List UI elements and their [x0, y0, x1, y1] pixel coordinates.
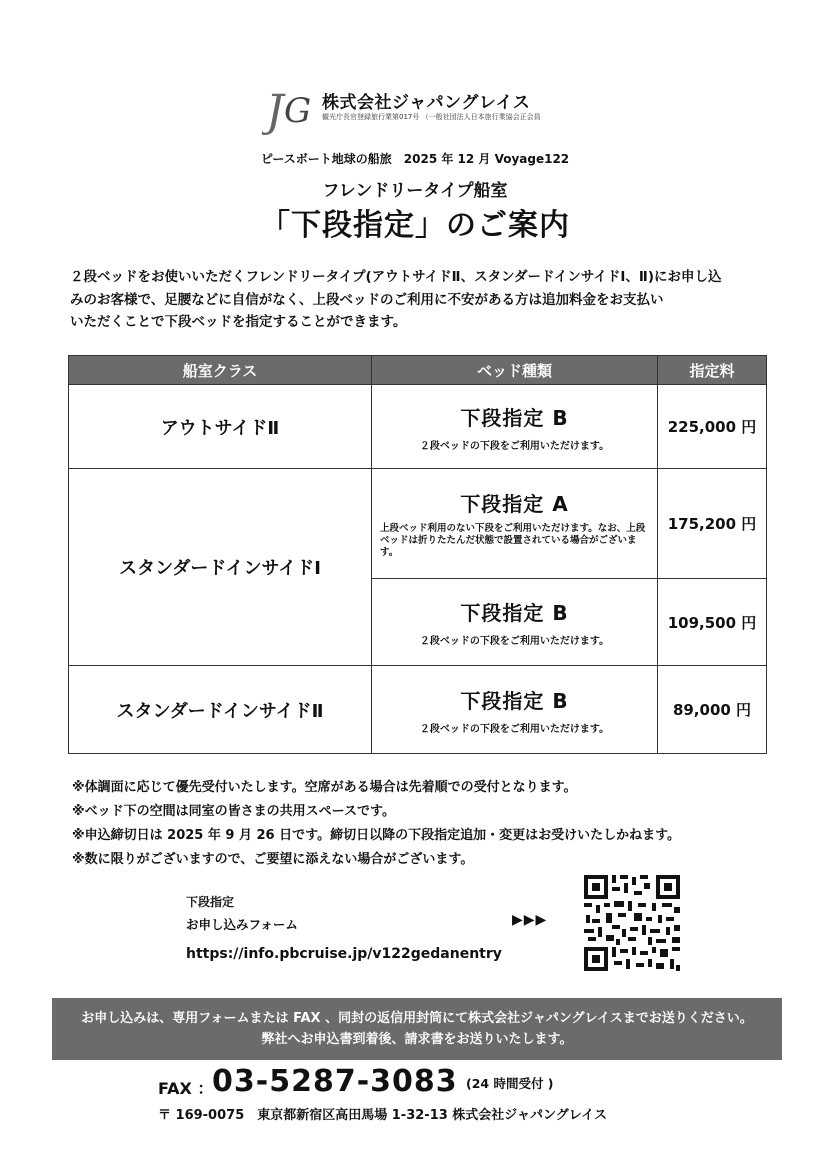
submission-banner	[52, 998, 782, 1060]
company-address: 〒 169-0075 東京都新宿区高田馬場 1-32-13 株式会社ジャパングレイス	[158, 1108, 608, 1123]
intro-line: みのお客様で、足腰などに自信がなく、上段ベッドのご利用に不安がある方は追加料金をお支払い	[70, 291, 664, 308]
application-form-link[interactable]: https://info.pbcruise.jp/v122gedanentry	[186, 946, 502, 962]
intro-line: いただくことで下段ベッドを指定することができます。	[70, 314, 407, 330]
company-logo	[262, 80, 562, 138]
jg-logo-icon	[262, 80, 320, 138]
voyage-line: ピースボート地球の船旅 2025 年 12 月 Voyage122	[260, 152, 570, 166]
banner-line: お申し込みは、専用フォームまたは FAX 、同封の返信用封筒にて株式会社ジャパングレイスまでお送りください。	[81, 1011, 753, 1026]
bed-type-cell	[372, 579, 658, 666]
bed-type-cell	[372, 469, 658, 579]
page-title: 「下段指定」のご案内	[260, 208, 570, 243]
price-table	[68, 355, 767, 754]
bed-type-name: 下段指定 B	[460, 405, 569, 430]
company-name: 株式会社ジャパングレイス	[322, 93, 531, 113]
fee-cell: 175,200 円	[658, 469, 767, 579]
banner-line: 弊社へお申込書到着後、請求書をお送りいたします。	[261, 1032, 573, 1047]
column-header-fee: 指定料	[658, 356, 767, 385]
note-item: ※体調面に応じて優先受付いたします。空席がある場合は先着順での受付となります。	[72, 780, 577, 795]
page-subtitle: フレンドリータイプ船室	[322, 181, 508, 201]
qr-code-icon[interactable]	[582, 873, 682, 973]
fee-cell: 225,000 円	[658, 385, 767, 469]
notes-list	[72, 776, 792, 872]
form-label-title: 下段指定	[186, 895, 235, 909]
fax-label: FAX ：	[158, 1079, 214, 1098]
bed-type-cell	[372, 385, 658, 469]
note-item: ※ベッド下の空間は同室の皆さまの共用スペースです。	[72, 804, 395, 819]
registration-info: 観光庁長官登録旅行業第017号 （一般社団法人日本旅行業協会正会員	[322, 113, 541, 121]
table-row	[69, 666, 767, 754]
bed-type-note: ２段ベッドの下段をご利用いただけます。	[419, 723, 610, 735]
table-row	[69, 469, 767, 579]
cabin-class-cell: アウトサイドⅡ	[69, 385, 372, 469]
intro-line: ２段ベッドをお使いいただくフレンドリータイプ(アウトサイドⅡ、スタンダードインサイドⅠ、Ⅱ)にお申し込	[70, 269, 722, 285]
fax-number: 03-5287-3083	[212, 1064, 458, 1099]
note-item: ※申込締切日は 2025 年 9 月 26 日です。締切日以降の下段指定追加・変更はお受けいたしかねます。	[72, 828, 681, 843]
bed-type-name: 下段指定 B	[460, 601, 569, 625]
intro-paragraph	[70, 266, 766, 334]
fax-hours-note: (24 時間受付 )	[466, 1076, 554, 1091]
bed-type-cell	[372, 666, 658, 754]
bed-type-name: 下段指定 A	[460, 492, 569, 516]
fee-cell: 89,000 円	[658, 666, 767, 754]
note-item: ※数に限りがございますので、ご要望に添えない場合がございます。	[72, 852, 474, 867]
bed-type-note: ２段ベッドの下段をご利用いただけます。	[419, 440, 610, 452]
cabin-class-cell: スタンダードインサイドⅡ	[69, 666, 372, 754]
cabin-class-cell: スタンダードインサイドⅠ	[69, 469, 372, 666]
form-label-subtitle: お申し込みフォーム	[186, 917, 298, 932]
bed-type-note: ２段ベッドの下段をご利用いただけます。	[419, 636, 610, 647]
column-header-bed: ベッド種類	[372, 356, 658, 385]
column-header-cabin: 船室クラス	[69, 356, 372, 385]
svg-text:G: G	[284, 91, 312, 131]
fee-cell: 109,500 円	[658, 579, 767, 666]
bed-type-note: 上段ベッド利用のない下段をご利用いただけます。なお、上段ベッドは折りたたんだ状態で設置されている場合がございます。	[380, 523, 646, 558]
bed-type-name: 下段指定 B	[460, 688, 569, 713]
table-header-row	[69, 356, 767, 385]
arrow-icon: ▶▶▶	[512, 912, 548, 928]
table-row	[69, 385, 767, 469]
svg-text:J: J	[266, 86, 284, 137]
